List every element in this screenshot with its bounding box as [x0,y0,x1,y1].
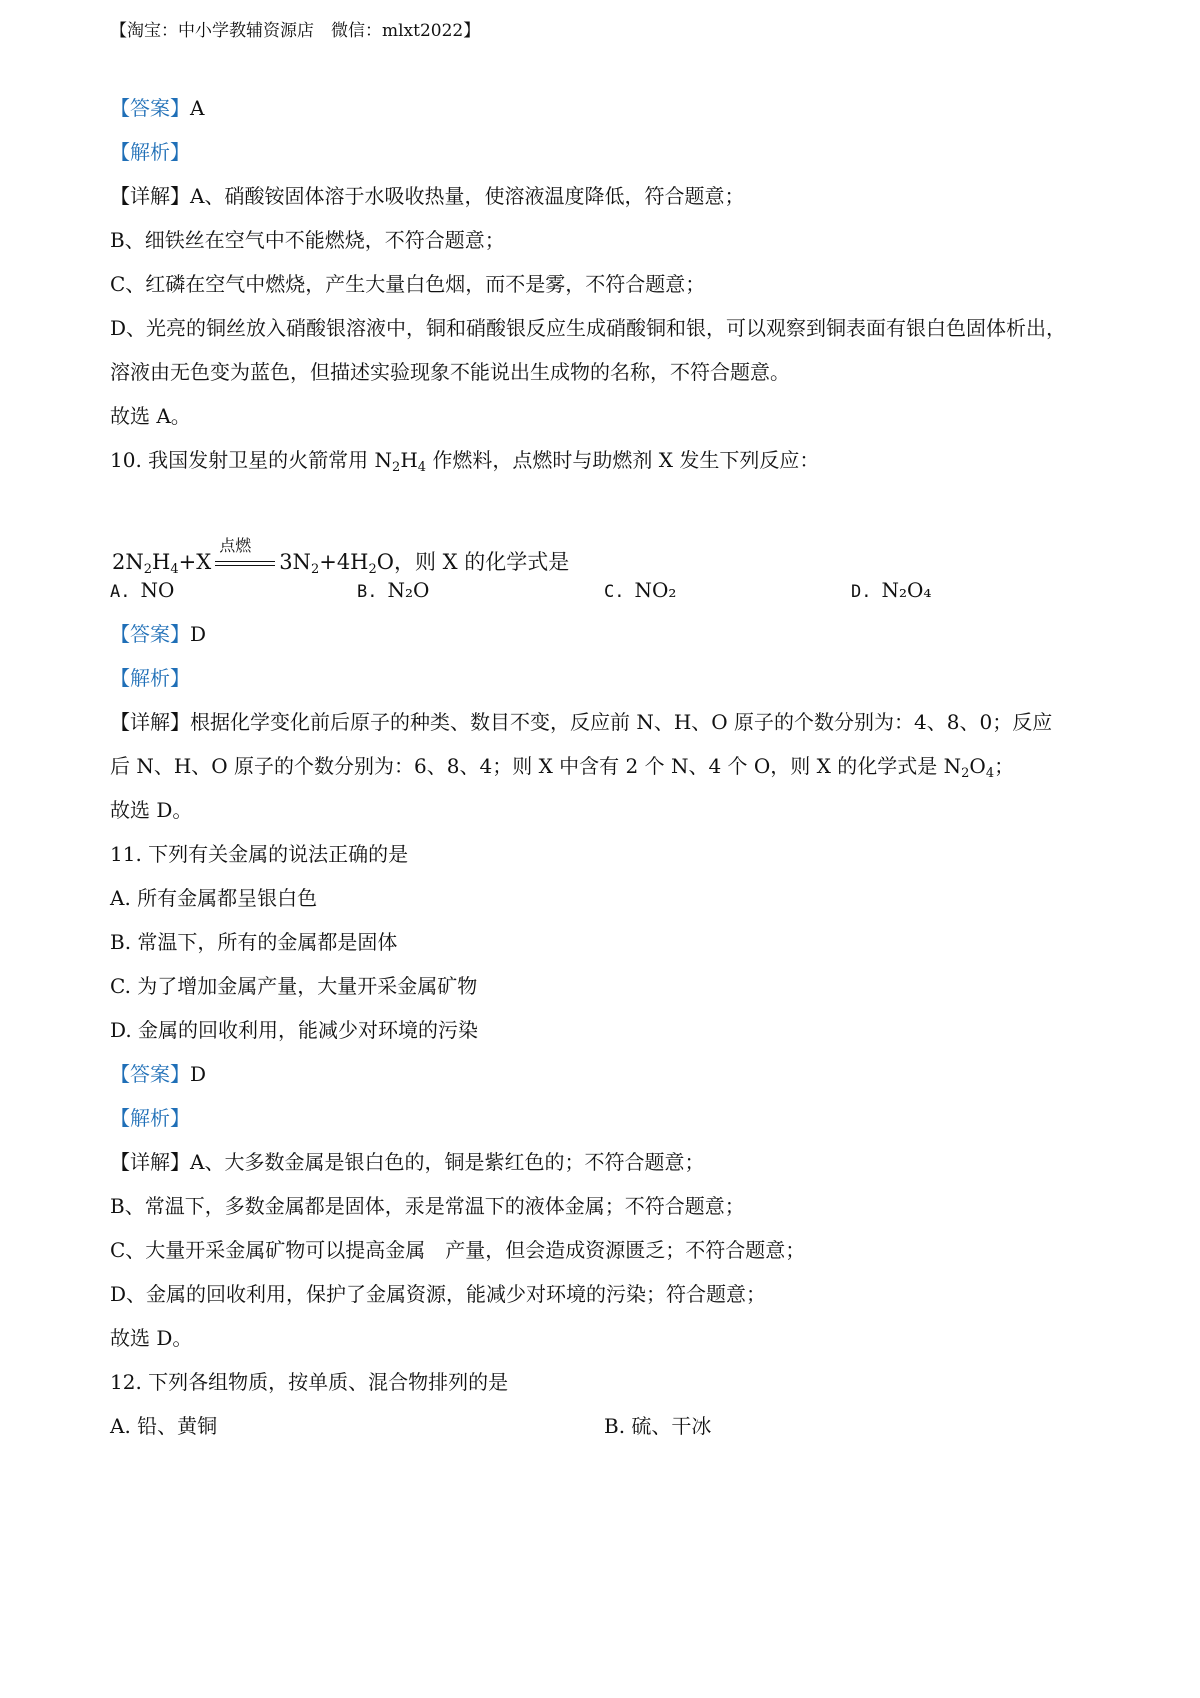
q11-option-a: A. 所有金属都呈银白色 [110,886,318,910]
q12-option-b: B. 硫、干冰 [604,1414,712,1438]
q11-conclusion: 故选 D。 [110,1326,193,1350]
q10-detail-2: 后 N、H、O 原子的个数分别为：6、8、4；则 X 中含有 2 个 N、4 个 O，则 X 的化学式是 $N_2O_4$； [110,754,1015,781]
q10-answer: 【答案】D [110,622,207,646]
watermark-header: 【淘宝：中小学教辅资源店 微信：mlxt2022】 [110,21,481,41]
q10-analysis-tag: 【解析】 [110,666,190,690]
q11-analysis-tag: 【解析】 [110,1106,190,1130]
q9-detail-5: 溶液由无色变为蓝色，但描述实验现象不能说出生成物的名称，不符合题意。 [110,360,790,384]
q9-detail-1: 【详解】A、硝酸铵固体溶于水吸收热量，使溶液温度降低，符合题意； [110,184,745,208]
q10-option-c: C. NO₂ [604,578,677,602]
q10-option-b: B. N₂O [357,578,430,602]
q10-detail-1: 【详解】根据化学变化前后原子的种类、数目不变，反应前 N、H、O 原子的个数分别为：4、8、0；反应 [110,710,1053,734]
q11-option-d: D. 金属的回收利用，能减少对环境的污染 [110,1018,479,1042]
q12-stem: 12. 下列各组物质，按单质、混合物排列的是 [110,1370,509,1394]
q9-detail-2: B、细铁丝在空气中不能燃烧，不符合题意； [110,228,505,252]
q9-conclusion: 故选 A。 [110,404,191,428]
q11-option-b: B. 常温下，所有的金属都是固体 [110,930,398,954]
q10-option-a: A. NO [110,578,175,602]
q11-detail-3: C、大量开采金属矿物可以提高金属 产量，但会造成资源匮乏；不符合题意； [110,1238,806,1262]
q9-detail-3: C、红磷在空气中燃烧，产生大量白色烟，而不是雾，不符合题意； [110,272,706,296]
q9-detail-4: D、光亮的铜丝放入硝酸银溶液中，铜和硝酸银反应生成硝酸铜和银，可以观察到铜表面有银白色固体析出， [110,316,1067,340]
q9-analysis-tag: 【解析】 [110,140,190,164]
q10-option-d: D. N₂O₄ [851,578,932,602]
q11-option-c: C. 为了增加金属产量，大量开采金属矿物 [110,974,478,998]
q11-detail-2: B、常温下，多数金属都是固体，汞是常温下的液体金属；不符合题意； [110,1194,745,1218]
reaction-arrow: 点燃 [215,559,275,569]
q10-equation: $2N_2H_4+X$ 点燃 $3N_2+4H_2O$，则 X 的化学式是 [112,535,570,577]
q11-detail-1: 【详解】A、大多数金属是银白色的，铜是紫红色的；不符合题意； [110,1150,705,1174]
q11-answer: 【答案】D [110,1062,207,1086]
q10-conclusion: 故选 D。 [110,798,193,822]
q10-stem: 10. 我国发射卫星的火箭常用 $N_2H_4$ 作燃料，点燃时与助燃剂 X 发生下列反应： [110,448,820,475]
q11-detail-4: D、金属的回收利用，保护了金属资源，能减少对环境的污染；符合题意； [110,1282,767,1306]
q9-answer: 【答案】A [110,96,205,120]
q11-stem: 11. 下列有关金属的说法正确的是 [110,842,409,866]
q12-option-a: A. 铅、黄铜 [110,1414,218,1438]
